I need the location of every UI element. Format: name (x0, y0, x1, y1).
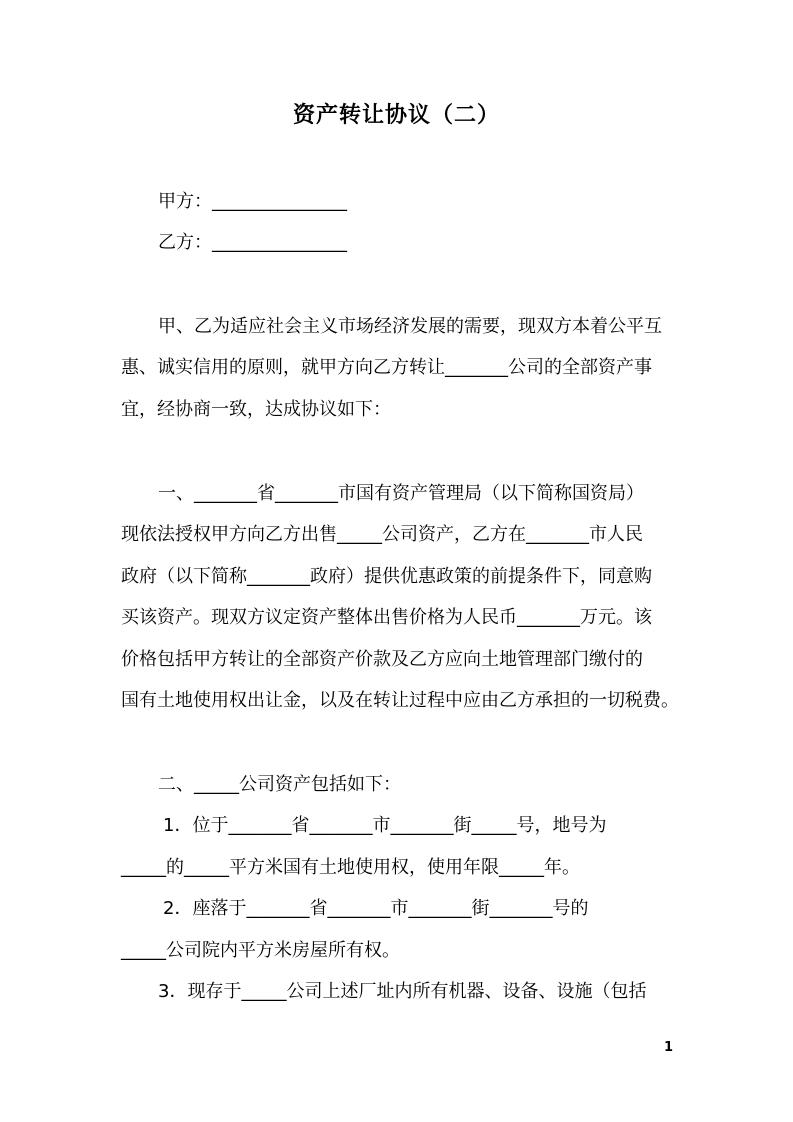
article1-line-6: 国有土地使用权出让金，以及在转让过程中应由乙方承担的一切税费。 (121, 690, 679, 711)
document-title: 资产转让协议（二） (292, 103, 500, 128)
preamble-line-3: 宜，经协商一致，达成协议如下： (121, 399, 391, 420)
article1-line-5: 价格包括甲方转让的全部资产价款及乙方应向土地管理部门缴付的 (121, 649, 643, 670)
article2-heading: 二、_____公司资产包括如下： (158, 774, 401, 795)
party-a-line: 甲方：_______________ (158, 191, 347, 212)
item3-line-1: 3．现存于_____公司上述厂址内所有机器、设备、设施（包括 (158, 981, 647, 1002)
article1-line-1: 一、_______省_______市国有资产管理局（以下简称国资局） (158, 483, 644, 504)
preamble-line-2: 惠、诚实信用的原则，就甲方向乙方转让_______公司的全部资产事 (121, 357, 652, 378)
article1-line-4: 买该资产。现双方议定资产整体出售价格为人民币_______万元。该 (121, 607, 652, 628)
item2-line-2: _____公司院内平方米房屋所有权。 (121, 940, 400, 961)
preamble-line-1: 甲、乙为适应社会主义市场经济发展的需要，现双方本着公平互 (158, 316, 662, 337)
party-b-line: 乙方：_______________ (158, 232, 347, 253)
item1-line-1: 1．位于_______省_______市_______街_____号，地号为 (163, 815, 607, 836)
item1-line-2: _____的_____平方米国有土地使用权，使用年限_____年。 (121, 857, 580, 878)
article1-line-2: 现依法授权甲方向乙方出售_____公司资产，乙方在_______市人民 (121, 524, 643, 545)
page-number: 1 (664, 1040, 674, 1055)
item2-line-1: 2．座落于_______省_______市_______街_______号的 (163, 898, 589, 919)
article1-line-3: 政府（以下简称_______政府）提供优惠政策的前提条件下，同意购 (121, 566, 652, 587)
